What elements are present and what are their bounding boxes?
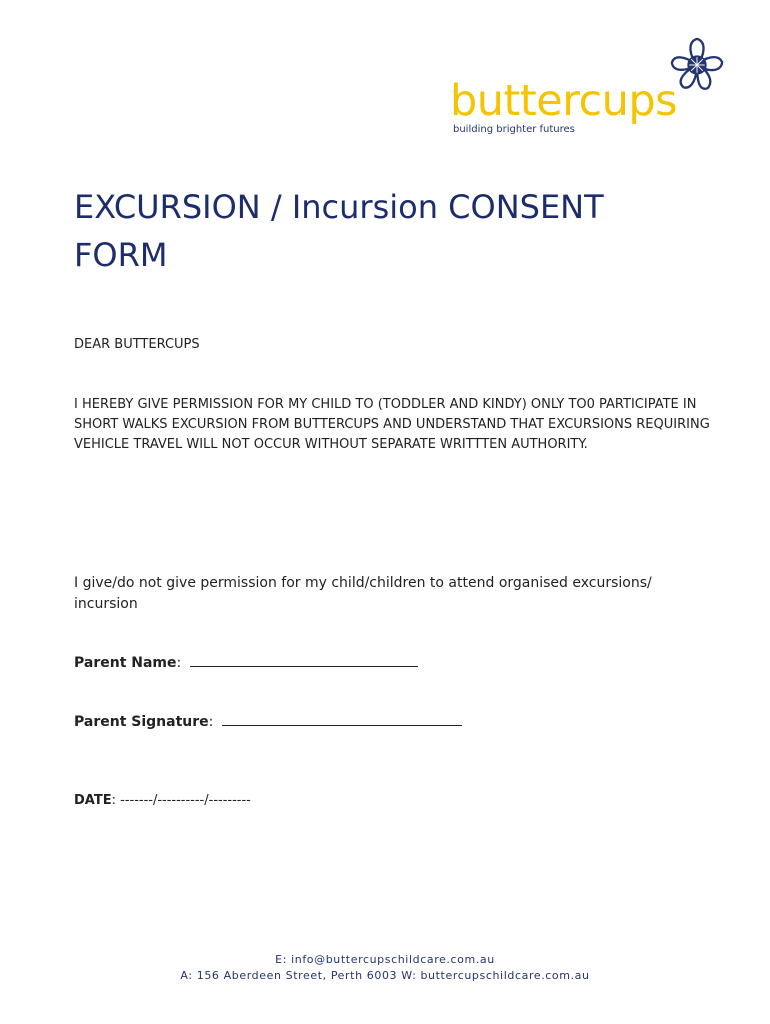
logo-tagline: building brighter futures (453, 124, 575, 135)
greeting: DEAR BUTTERCUPS (74, 337, 200, 352)
parent-name-label: Parent Name (74, 655, 177, 671)
date-label: DATE (74, 793, 112, 808)
parent-name-blank[interactable] (190, 652, 418, 667)
parent-signature-field (74, 711, 462, 732)
parent-signature-label: Parent Signature (74, 714, 209, 730)
parent-signature-blank[interactable] (222, 711, 462, 726)
date-placeholder[interactable]: -------/----------/--------- (120, 793, 251, 808)
page-title: EXCURSION / Incursion CONSENT FORM (74, 188, 604, 274)
permission-statement: I HEREBY GIVE PERMISSION FOR MY CHILD TO (TODDLER AND KINDY) ONLY TO0 PARTICIPATE IN SHORT WALKS EXCURSION FROM BUTTERCUPS AND UNDERSTAND THAT EXCURSIONS REQUIRING VEHICLE TRAVEL WILL NOT OCCUR WITHOUT SEPARATE WRITTTEN AUTHORITY. (74, 397, 710, 452)
consent-statement: I give/do not give permission for my child/children to attend organised excursions/ incursion (74, 575, 652, 612)
parent-name-separator: : (176, 655, 182, 671)
date-separator: : (111, 793, 116, 808)
footer (0, 952, 770, 984)
footer-address: A: 156 Aberdeen Street, Perth 6003 W: buttercupschildcare.com.au (180, 969, 590, 982)
date-field (74, 791, 251, 811)
parent-signature-separator: : (208, 714, 214, 730)
parent-name-field (74, 652, 418, 673)
footer-email: E: info@buttercupschildcare.com.au (275, 953, 495, 966)
buttercups-logo (450, 36, 740, 146)
logo-wordmark: buttercups (450, 76, 678, 126)
